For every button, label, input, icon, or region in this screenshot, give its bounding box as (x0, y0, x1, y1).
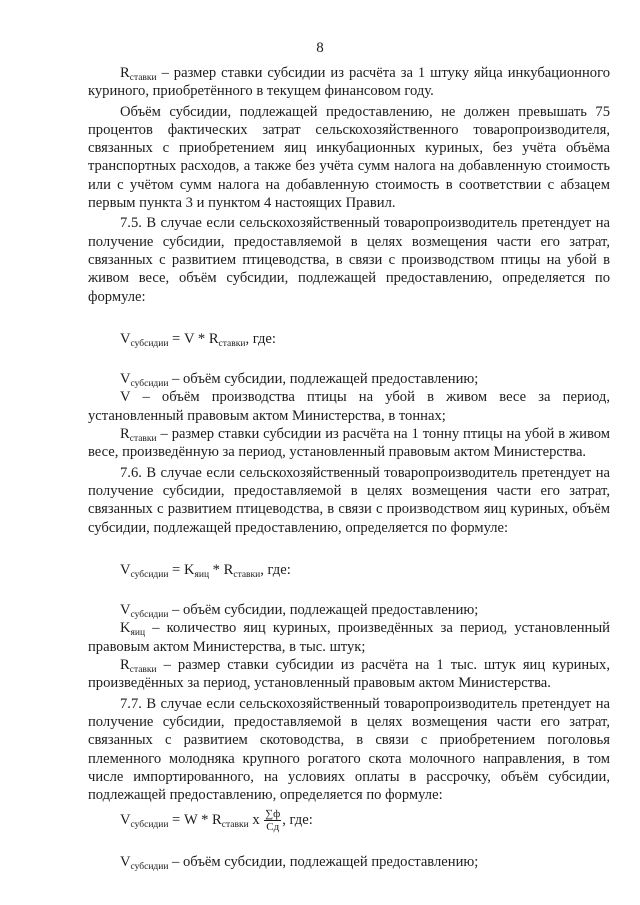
definition-v-subsidy-2: $V_{субсидии}$ – объём субсидии, подлежащей предоставлению; (120, 602, 479, 621)
definition-r-rate-2: $R_{ставки}$ – размер ставки субсидии из расчёта на 1 тыс. штук яиц куриных, произведённых за период, установленный правовым актом Министерства. (88, 657, 610, 692)
formula-7-6: $V_{субсидии} = K_{яиц} * R_{ставки}$, где: (120, 561, 291, 580)
definition-v-subsidy-3: $V_{субсидии}$ – объём субсидии, подлежащей предоставлению; (120, 854, 479, 873)
definition-k-eggs: $K_{яиц}$ – количество яиц куриных, произведённых за период, установленный правовым актом Министерства, в тыс. штук; (88, 620, 610, 655)
page-number: 8 (316, 40, 324, 56)
definition-v-production: V – объём производства птицы на убой в живом весе за период, установленный правовым актом Министерства, в тоннах; (88, 389, 610, 424)
paragraph-rate-def-hatching-eggs: $R_{ставки}$ – размер ставки субсидии из расчёта за 1 штуку яйца инкубационного куриного, приобретённого в текущем финансовом году. (88, 65, 610, 100)
paragraph-7-7: 7.7. В случае если сельскохозяйственный товаропроизводитель претендует на получение субсидии, предоставляемой в целях возмещения части его затрат, связанных с развитием скотоводства, в связи с приобретением поголовья племенного молодняка крупного рогатого скота молочного направления, в том числе импортированного, на условиях оплаты в рассрочку, объём субсидии, подлежащей предоставлению, определяется по формуле: (88, 695, 610, 804)
paragraph-7-5: 7.5. В случае если сельскохозяйственный товаропроизводитель претендует на получение субсидии, предоставляемой в целях возмещения части его затрат, связанных с развитием птицеводства, в связи с производством птицы на убой в живом весе, объём субсидии, подлежащей предоставлению, определяется по формуле: (88, 215, 610, 305)
formula-7-7: $V_{субсидии} = W * R_{ставки}$ x $\frac{\sum ф}{Сд}$ , где: (120, 808, 313, 834)
definition-r-rate-1: $R_{ставки}$ – размер ставки субсидии из расчёта на 1 тонну птицы на убой в живом весе, произведённую за период, установленный правовым актом Министерства. (88, 426, 610, 461)
paragraph-subsidy-limit: Объём субсидии, подлежащей предоставлению, не должен превышать 75 процентов фактических затрат сельскохозяйственного товаропроизводителя, связанных с приобретением яиц инкубационных куриных, без учёта объёма транспортных расходов, а также без учёта сумм налога на добавленную стоимость или с учётом сумм налога на добавленную стоимость в соответствии с абзацем первым пункта 3 и пунктом 4 настоящих Правил. (88, 103, 610, 212)
document-body (88, 64, 610, 872)
definition-v-subsidy-1: $V_{субсидии}$ – объём субсидии, подлежащей предоставлению; (120, 371, 479, 390)
formula-7-5: $V_{субсидии} = V * R_{ставки}$, где: (120, 330, 276, 349)
paragraph-7-6: 7.6. В случае если сельскохозяйственный товаропроизводитель претендует на получение субсидии, предоставляемой в целях возмещения части его затрат, связанных с развитием птицеводства, в связи с производством яиц куриных, объём субсидии, подлежащей предоставлению, определяется по формуле: (88, 464, 610, 536)
fraction-sum-f-over-sd: $\frac{\sum ф}{Сд}$ (265, 808, 281, 834)
